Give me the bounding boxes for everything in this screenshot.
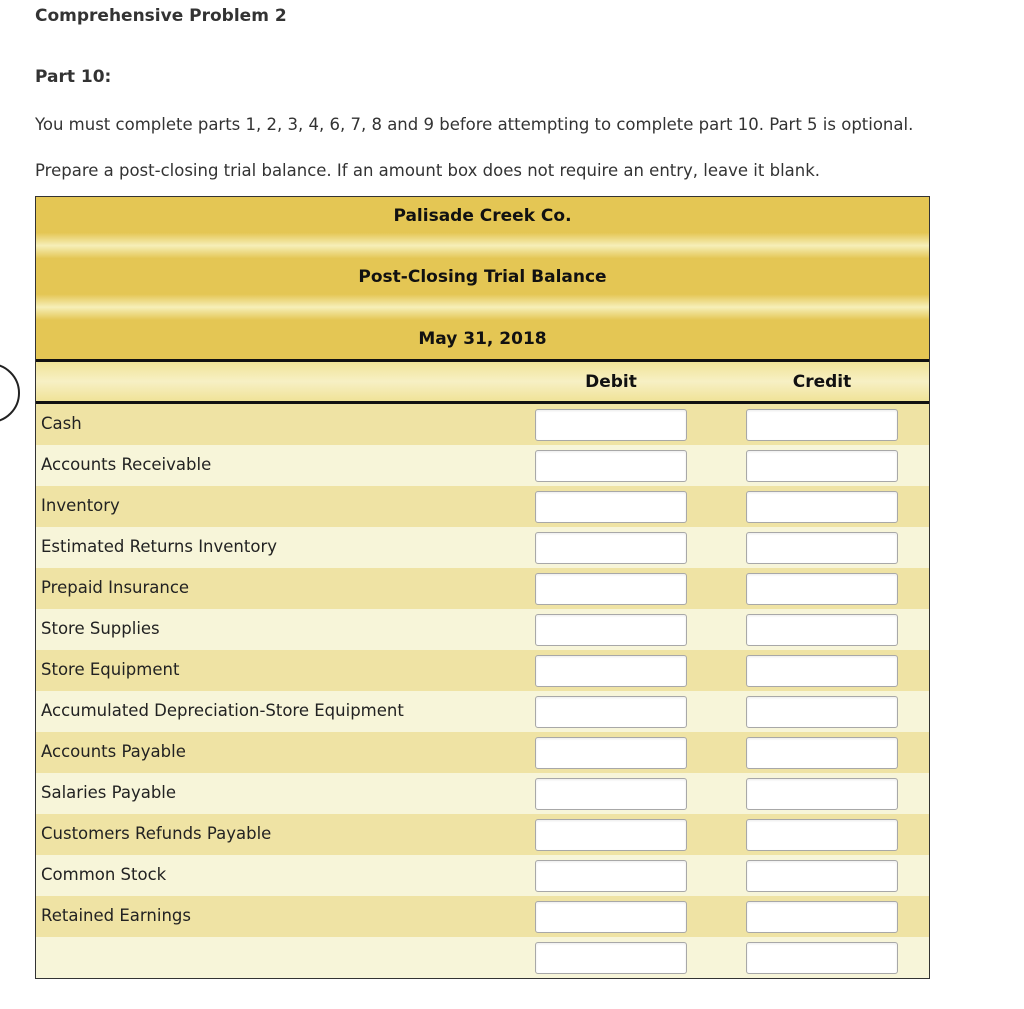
credit-amount-input[interactable]	[746, 409, 898, 441]
company-name: Palisade Creek Co.	[393, 206, 572, 226]
credit-amount-input[interactable]	[746, 532, 898, 564]
account-name: Inventory	[41, 496, 120, 515]
account-name: Estimated Returns Inventory	[41, 537, 278, 556]
instruction-prepare: Prepare a post-closing trial balance. If an amount box does not require an entry, leave it blank.	[35, 161, 821, 180]
debit-amount-input[interactable]	[535, 942, 687, 974]
debit-amount-input[interactable]	[535, 860, 687, 892]
credit-amount-input[interactable]	[746, 860, 898, 892]
debit-amount-input[interactable]	[535, 819, 687, 851]
post-closing-trial-balance-table	[35, 196, 930, 979]
credit-amount-input[interactable]	[746, 655, 898, 687]
table-row	[36, 404, 929, 445]
debit-amount-input[interactable]	[535, 655, 687, 687]
instruction-prerequisites: You must complete parts 1, 2, 3, 4, 6, 7, 8 and 9 before attempting to complete part 10. Part 5 is optional.	[35, 115, 914, 134]
account-name: Customers Refunds Payable	[41, 824, 272, 843]
table-row	[36, 855, 929, 896]
account-name: Common Stock	[41, 865, 167, 884]
account-name: Store Equipment	[41, 660, 180, 679]
table-row	[36, 568, 929, 609]
debit-amount-input[interactable]	[535, 450, 687, 482]
table-row	[36, 650, 929, 691]
column-header-row	[36, 362, 929, 404]
table-heading	[36, 197, 929, 362]
credit-amount-input[interactable]	[746, 491, 898, 523]
debit-amount-input[interactable]	[535, 532, 687, 564]
account-name: Cash	[41, 414, 82, 433]
table-row	[36, 527, 929, 568]
report-date: May 31, 2018	[418, 329, 547, 349]
credit-amount-input[interactable]	[746, 819, 898, 851]
table-row	[36, 486, 929, 527]
table-row	[36, 814, 929, 855]
credit-amount-input[interactable]	[746, 778, 898, 810]
credit-amount-input[interactable]	[746, 696, 898, 728]
table-row	[36, 609, 929, 650]
account-name: Retained Earnings	[41, 906, 191, 925]
debit-amount-input[interactable]	[535, 778, 687, 810]
credit-amount-input[interactable]	[746, 737, 898, 769]
report-title: Post-Closing Trial Balance	[358, 267, 607, 287]
table-row	[36, 732, 929, 773]
debit-amount-input[interactable]	[535, 573, 687, 605]
credit-amount-input[interactable]	[746, 450, 898, 482]
table-row	[36, 691, 929, 732]
credit-column-header: Credit	[792, 372, 852, 392]
debit-amount-input[interactable]	[535, 614, 687, 646]
account-name: Accounts Receivable	[41, 455, 212, 474]
credit-amount-input[interactable]	[746, 901, 898, 933]
account-name: Prepaid Insurance	[41, 578, 190, 597]
account-name: Store Supplies	[41, 619, 160, 638]
credit-amount-input[interactable]	[746, 942, 898, 974]
table-row	[36, 773, 929, 814]
account-rows	[36, 404, 929, 978]
debit-amount-input[interactable]	[535, 409, 687, 441]
credit-amount-input[interactable]	[746, 614, 898, 646]
side-circle-decoration	[0, 363, 20, 423]
account-name: Accumulated Depreciation-Store Equipment	[41, 701, 404, 720]
debit-amount-input[interactable]	[535, 696, 687, 728]
problem-title: Comprehensive Problem 2	[35, 6, 287, 26]
part-title: Part 10:	[35, 67, 112, 87]
debit-amount-input[interactable]	[535, 901, 687, 933]
credit-amount-input[interactable]	[746, 573, 898, 605]
debit-amount-input[interactable]	[535, 737, 687, 769]
account-name: Accounts Payable	[41, 742, 186, 761]
account-name: Salaries Payable	[41, 783, 177, 802]
debit-amount-input[interactable]	[535, 491, 687, 523]
table-row	[36, 937, 929, 978]
table-row	[36, 445, 929, 486]
debit-column-header: Debit	[585, 372, 637, 392]
table-row	[36, 896, 929, 937]
